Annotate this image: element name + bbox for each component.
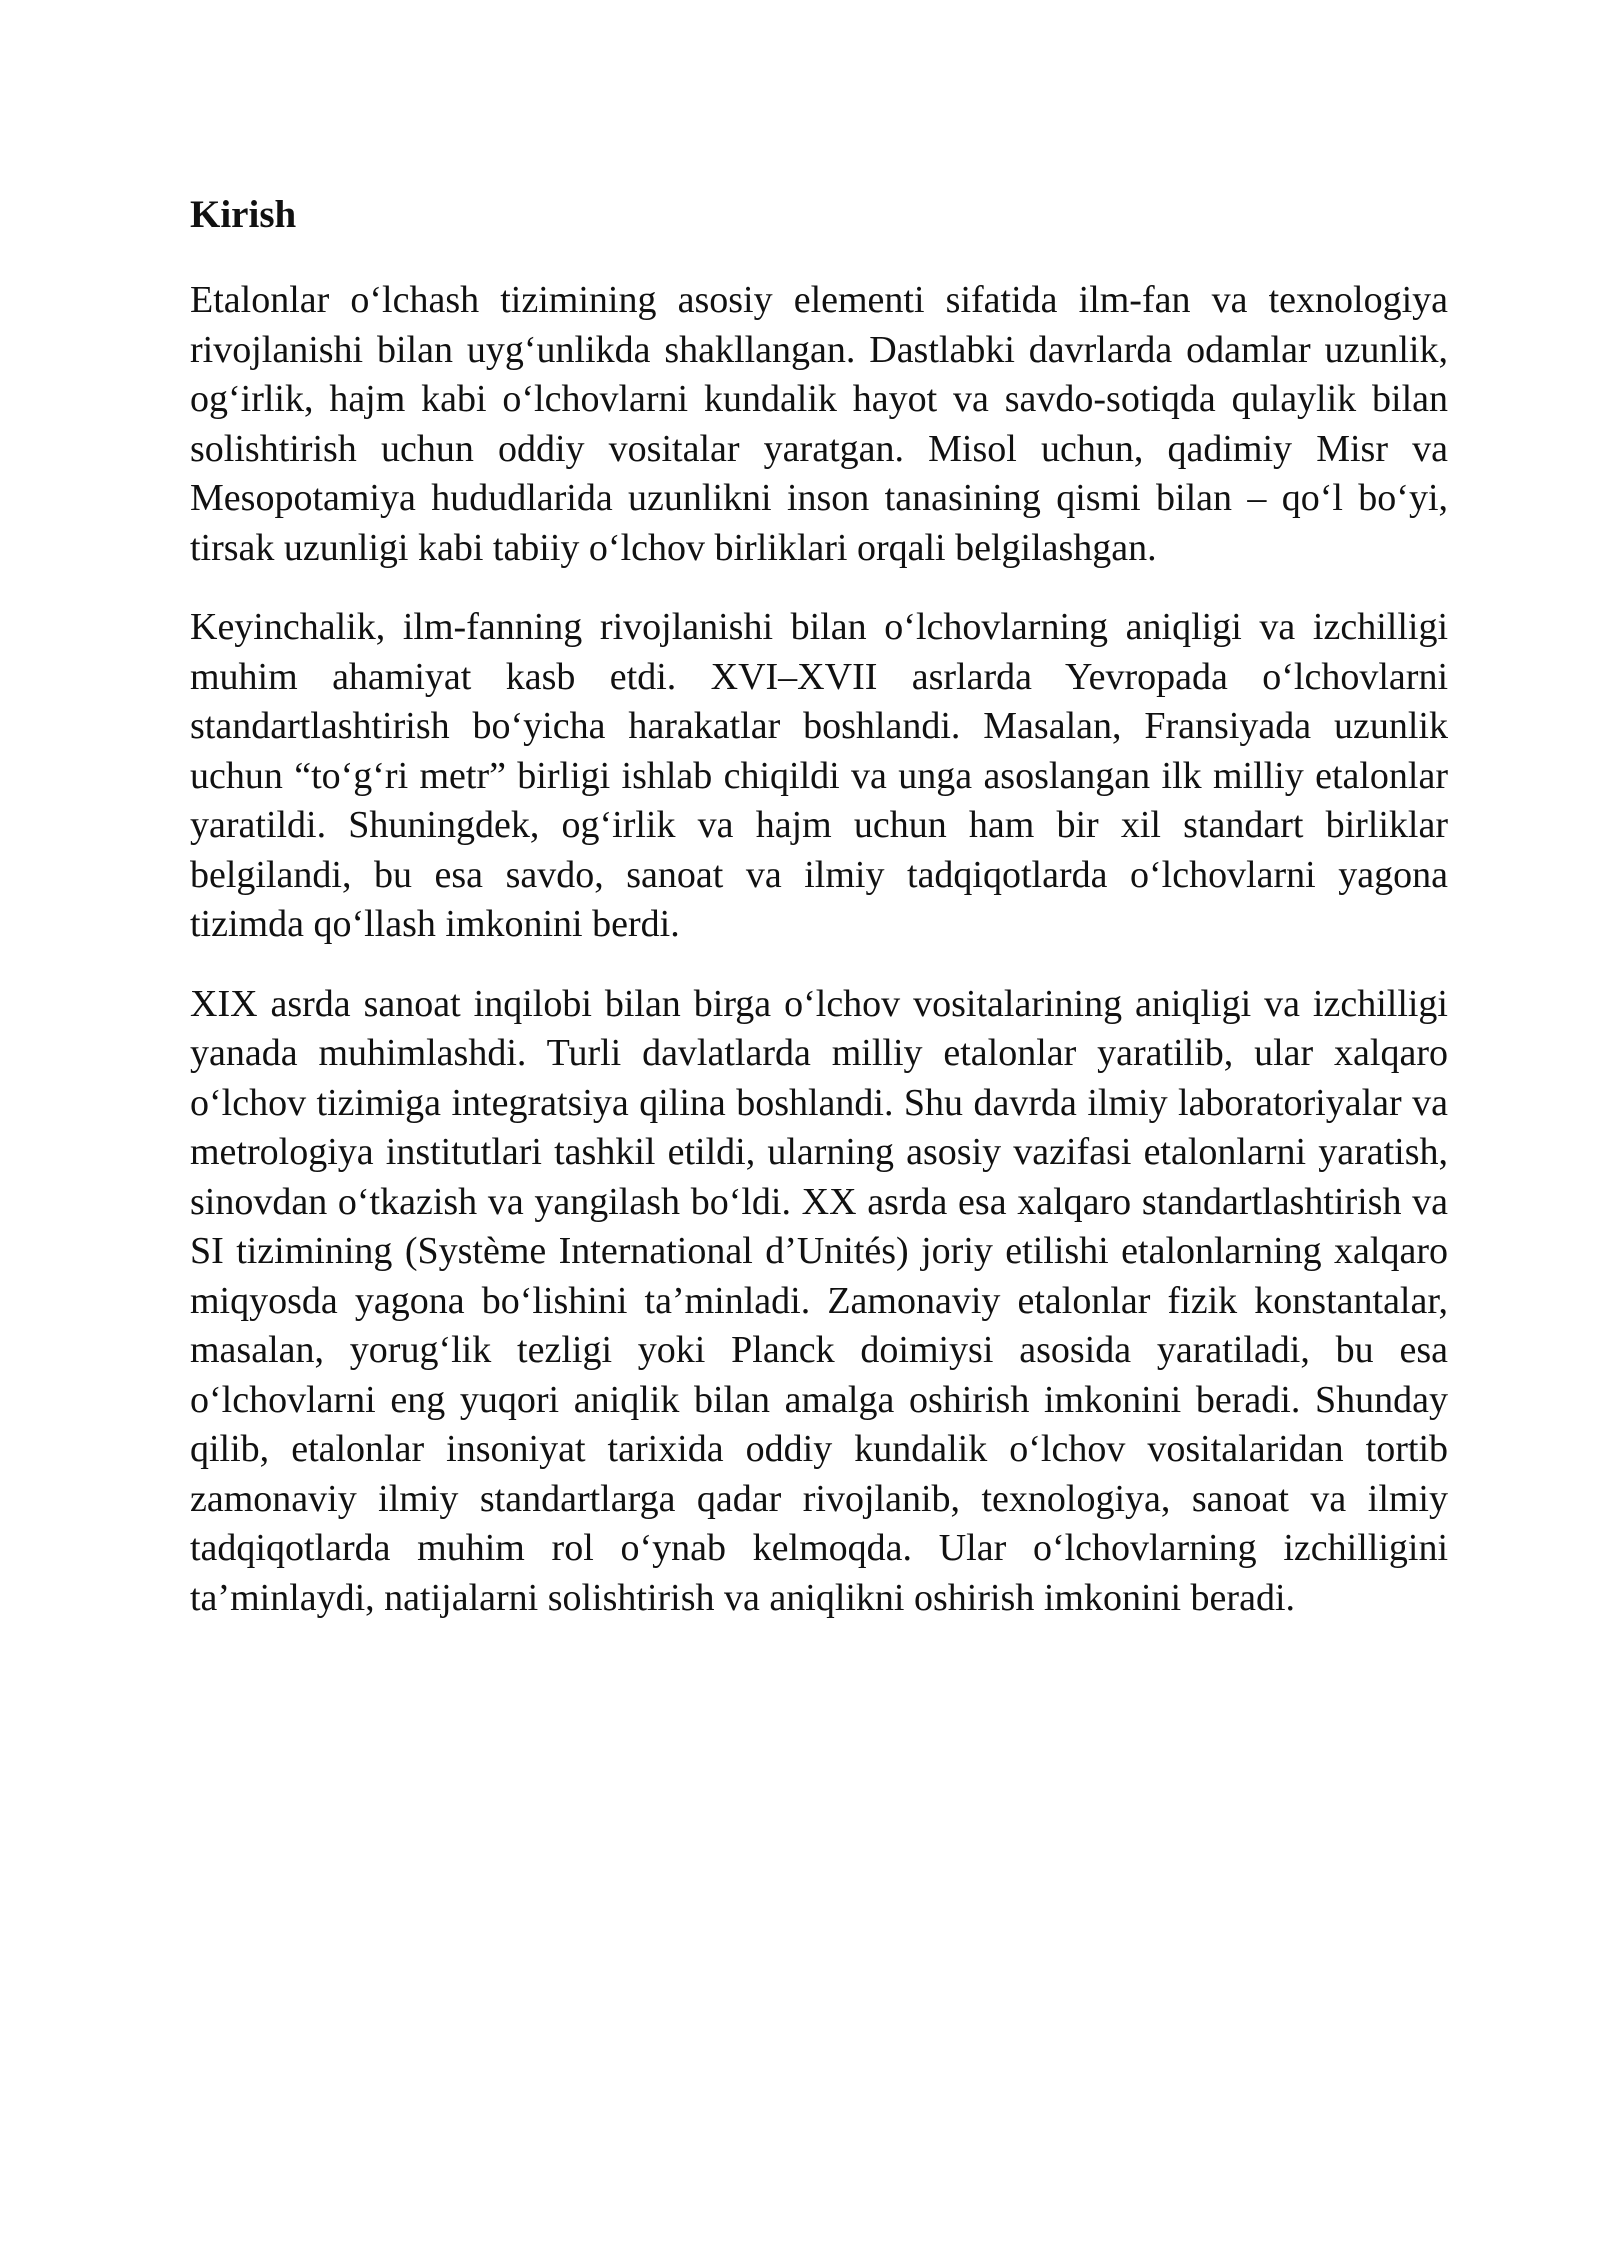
document-body xyxy=(190,190,1448,1653)
paragraph-3: XIX asrda sanoat inqilobi bilan birga o‘lchov vositalarining aniqligi va izchilligi yanada muhimlashdi. Turli davlatlarda milliy etalonlar yaratilib, ular xalqaro o‘lchov tizimiga integratsiya qilina boshlandi. Shu davrda ilmiy laboratoriyalar va metrologiya institutlari tashkil etildi, ularning asosiy vazifasi etalonlarni yaratish, sinovdan o‘tkazish va yangilash bo‘ldi. XX asrda esa xalqaro standartlashtirish va SI tizimining (Système International d’Unités) joriy etilishi etalonlarning xalqaro miqyosda yagona bo‘lishini ta’minladi. Zamonaviy etalonlar fizik konstantalar, masalan, yorug‘lik tezligi yoki Planck doimiysi asosida yaratiladi, bu esa o‘lchovlarni eng yuqori aniqlik bilan amalga oshirish imkonini beradi. Shunday qilib, etalonlar insoniyat tarixida oddiy kundalik o‘lchov vositalaridan tortib zamonaviy ilmiy standartlarga qadar rivojlanib, texnologiya, sanoat va ilmiy tadqiqotlarda muhim rol o‘ynab kelmoqda. Ular o‘lchovlarning izchilligini ta’minlaydi, natijalarni solishtirish va aniqlikni oshirish imkonini beradi. xyxy=(190,982,1448,1619)
paragraph-1: Etalonlar o‘lchash tizimining asosiy elementi sifatida ilm-fan va texnologiya rivojlanishi bilan uyg‘unlikda shakllangan. Dastlabki davrlarda odamlar uzunlik, og‘irlik, hajm kabi o‘lchovlarni kundalik hayot va savdo-sotiqda qulaylik bilan solishtirish uchun oddiy vositalar yaratgan. Misol uchun, qadimiy Misr va Mesopotamiya hududlarida uzunlikni inson tanasining qismi bilan – qo‘l bo‘yi, tirsak uzunligi kabi tabiiy o‘lchov birliklari orqali belgilashgan. xyxy=(190,279,1448,569)
section-heading: Kirish xyxy=(190,193,297,236)
paragraph-2: Keyinchalik, ilm-fanning rivojlanishi bilan o‘lchovlarning aniqligi va izchilligi muhim ahamiyat kasb etdi. XVI–XVII asrlarda Yevropada o‘lchovlarni standartlashtirish bo‘yicha harakatlar boshlandi. Masalan, Fransiyada uzunlik uchun “to‘g‘ri metr” birligi ishlab chiqildi va unga asoslangan ilk milliy etalonlar yaratildi. Shuningdek, og‘irlik va hajm uchun ham bir xil standart birliklar belgilandi, bu esa savdo, sanoat va ilmiy tadqiqotlarda o‘lchovlarni yagona tizimda qo‘llash imkonini berdi. xyxy=(190,606,1448,945)
